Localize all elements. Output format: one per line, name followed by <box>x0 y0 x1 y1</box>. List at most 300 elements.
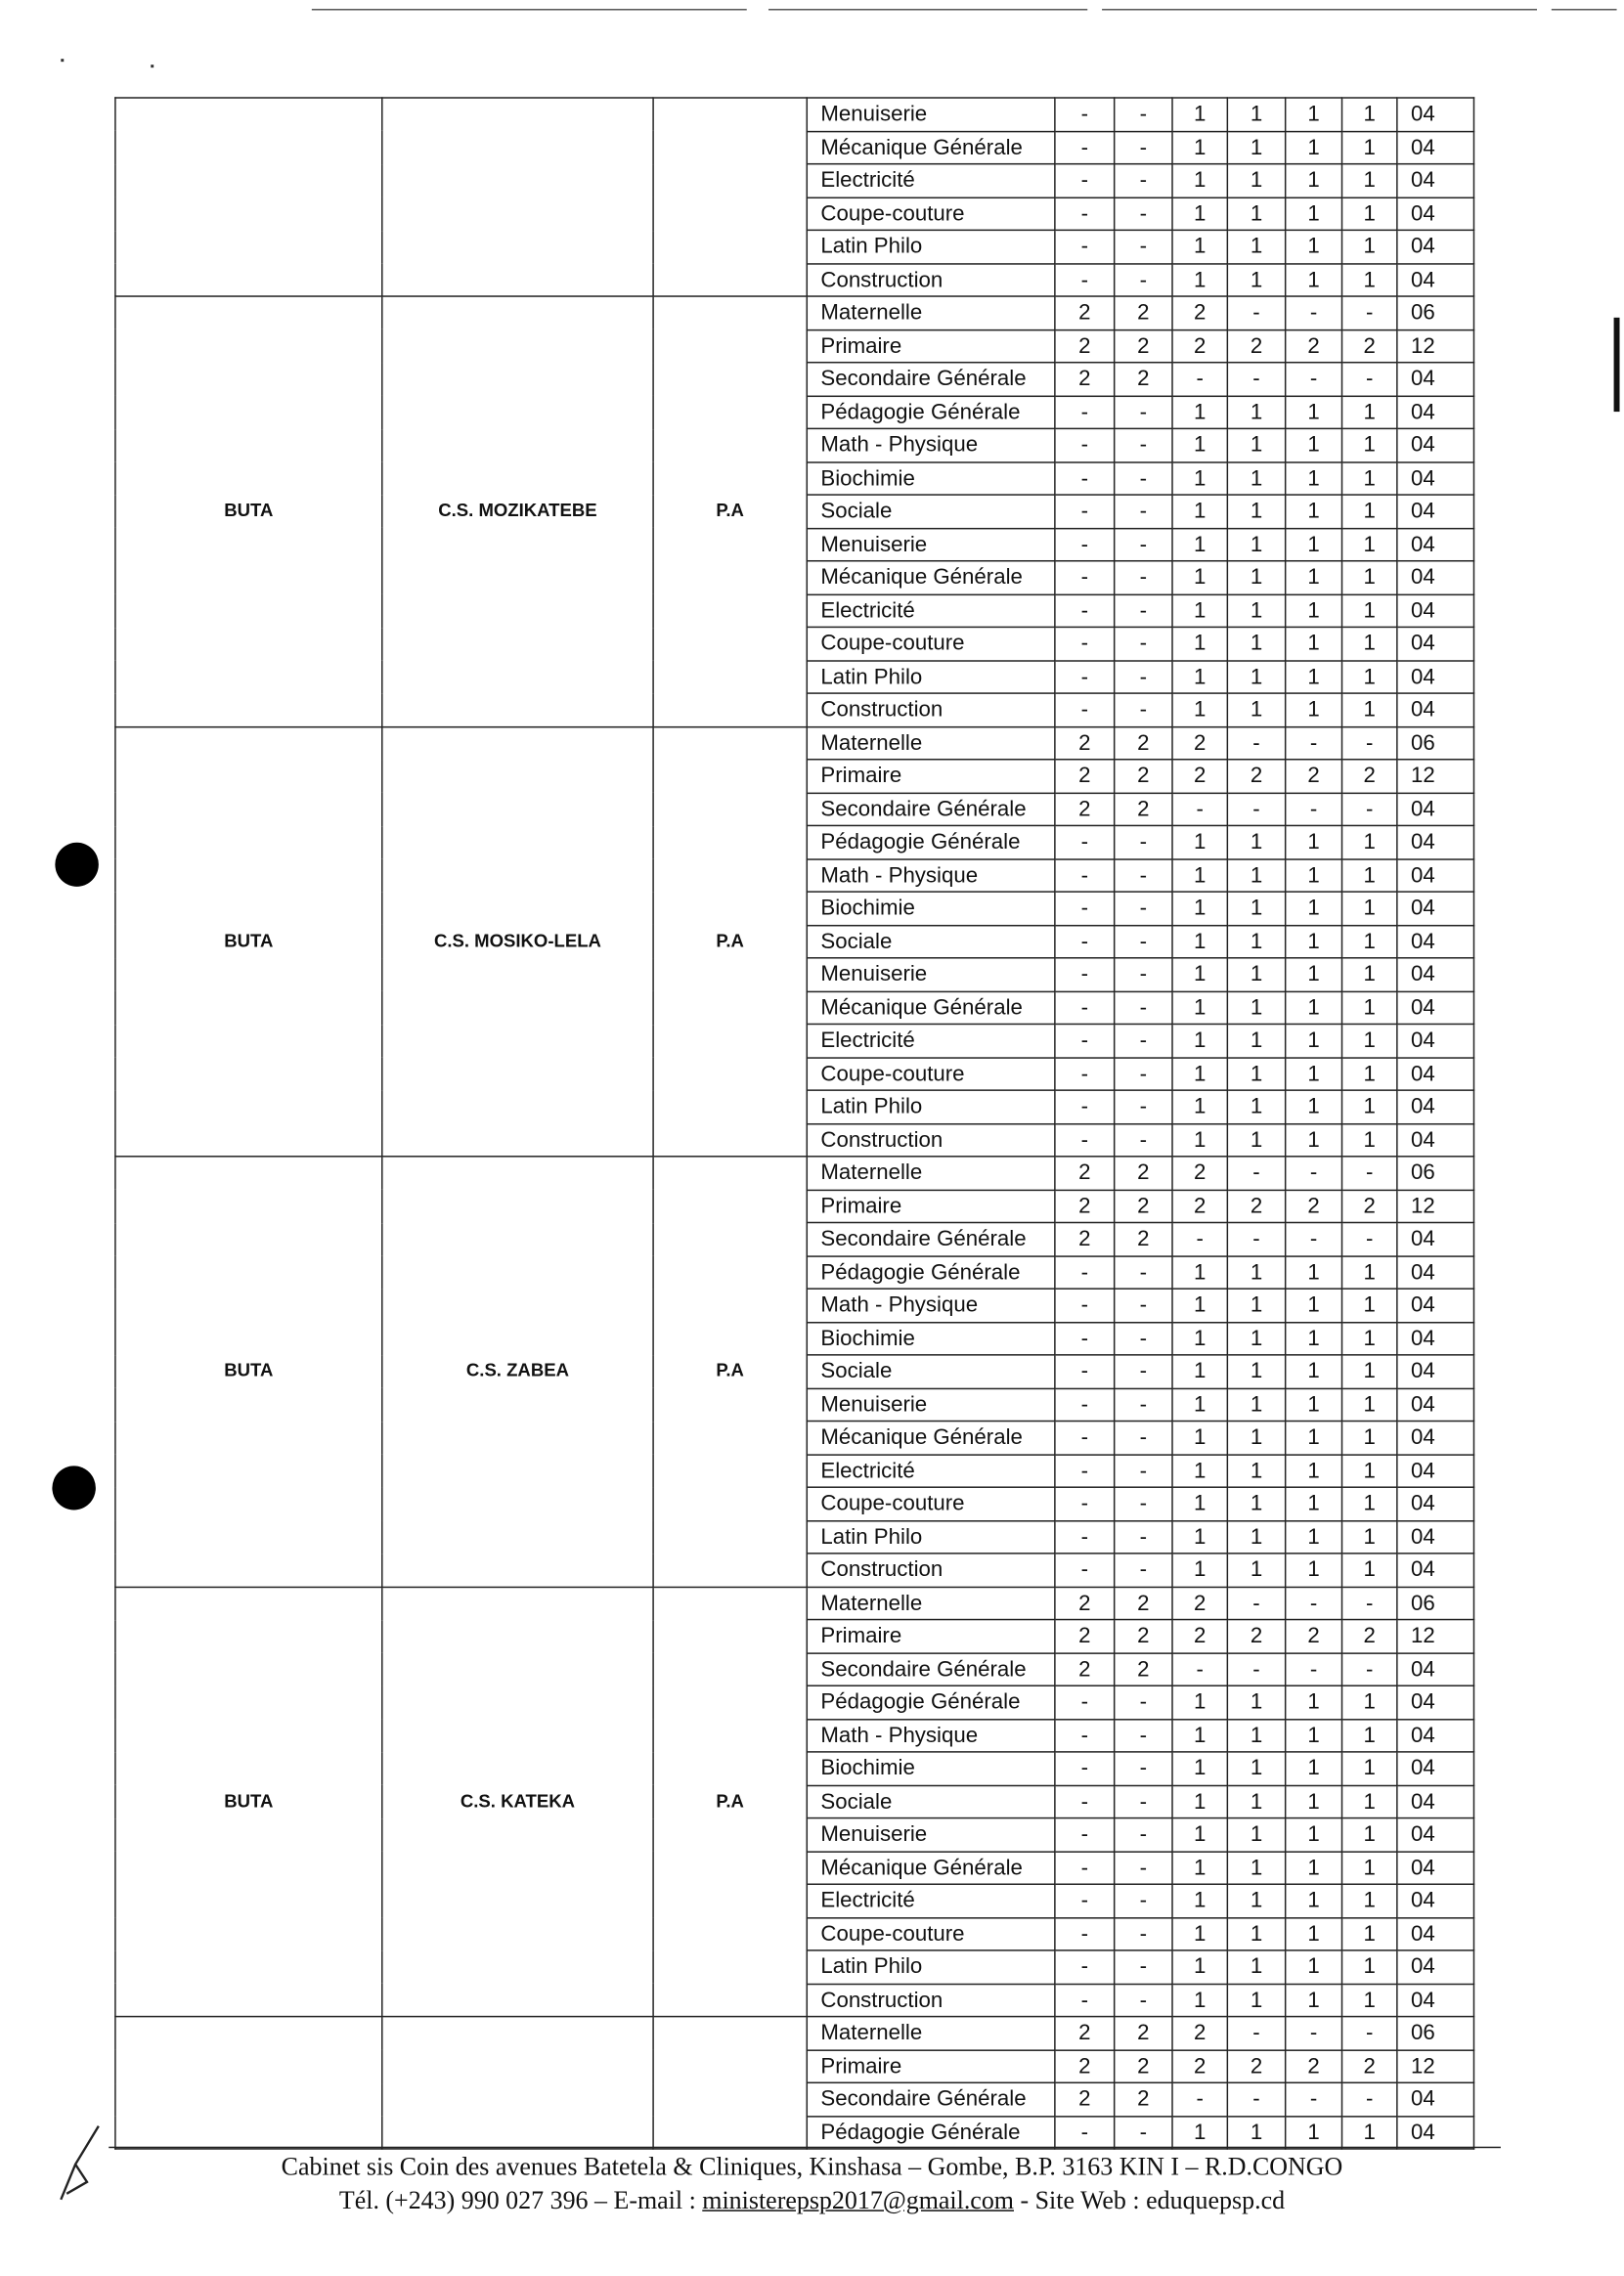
count-cell: 2 <box>1227 329 1285 363</box>
total-cell: 04 <box>1397 1487 1474 1520</box>
count-cell: 1 <box>1172 858 1227 892</box>
count-cell: - <box>1342 363 1397 396</box>
count-cell: 1 <box>1286 1851 1342 1884</box>
count-cell: 2 <box>1055 2049 1115 2082</box>
count-cell: 1 <box>1286 1487 1342 1520</box>
count-cell: 2 <box>1286 760 1342 793</box>
section-name-cell: Coupe-couture <box>807 627 1055 660</box>
table-row <box>115 296 1474 329</box>
count-cell: 2 <box>1115 2049 1172 2082</box>
count-cell: 1 <box>1286 1785 1342 1818</box>
count-cell: 1 <box>1172 396 1227 429</box>
total-cell: 04 <box>1397 1057 1474 1090</box>
count-cell: - <box>1342 1652 1397 1685</box>
count-cell: 1 <box>1342 131 1397 164</box>
city-cell <box>115 2017 382 2149</box>
count-cell: - <box>1055 1024 1115 1057</box>
count-cell: 1 <box>1342 1984 1397 2017</box>
count-cell: 1 <box>1172 991 1227 1025</box>
count-cell: 2 <box>1115 2017 1172 2050</box>
total-cell: 06 <box>1397 726 1474 760</box>
section-name-cell: Biochimie <box>807 1322 1055 1355</box>
total-cell: 04 <box>1397 925 1474 958</box>
section-name-cell: Biochimie <box>807 461 1055 495</box>
section-name-cell: Pédagogie Générale <box>807 396 1055 429</box>
count-cell: 1 <box>1227 131 1285 164</box>
school-cell: C.S. ZABEA <box>382 1157 653 1587</box>
count-cell: 1 <box>1172 1851 1227 1884</box>
count-cell: 1 <box>1342 1851 1397 1884</box>
count-cell: 1 <box>1342 1355 1397 1388</box>
count-cell: 1 <box>1286 1950 1342 1984</box>
count-cell: - <box>1115 131 1172 164</box>
total-cell: 04 <box>1397 1685 1474 1719</box>
section-name-cell: Pédagogie Générale <box>807 1685 1055 1719</box>
count-cell: - <box>1115 1554 1172 1587</box>
pen-mark-icon <box>55 2123 104 2203</box>
total-cell: 04 <box>1397 1024 1474 1057</box>
count-cell: 1 <box>1172 1024 1227 1057</box>
count-cell: 1 <box>1286 396 1342 429</box>
count-cell: 1 <box>1342 693 1397 726</box>
count-cell: 1 <box>1286 1422 1342 1455</box>
count-cell: - <box>1115 1355 1172 1388</box>
count-cell: 2 <box>1055 1222 1115 1255</box>
count-cell: 1 <box>1227 1851 1285 1884</box>
count-cell: - <box>1055 925 1115 958</box>
count-cell: 1 <box>1172 825 1227 858</box>
count-cell: 2 <box>1115 2082 1172 2116</box>
total-cell: 04 <box>1397 363 1474 396</box>
section-name-cell: Electricité <box>807 164 1055 197</box>
count-cell: 1 <box>1286 1090 1342 1123</box>
count-cell: 1 <box>1286 594 1342 628</box>
count-cell: - <box>1115 660 1172 693</box>
total-cell: 04 <box>1397 2116 1474 2149</box>
count-cell: 1 <box>1172 1123 1227 1157</box>
count-cell: 2 <box>1172 2049 1227 2082</box>
count-cell: 1 <box>1227 197 1285 231</box>
count-cell: 1 <box>1342 1950 1397 1984</box>
count-cell: 1 <box>1172 958 1227 991</box>
count-cell: 1 <box>1227 925 1285 958</box>
count-cell: - <box>1055 561 1115 594</box>
count-cell: 2 <box>1115 760 1172 793</box>
count-cell: - <box>1342 296 1397 329</box>
count-cell: 1 <box>1172 561 1227 594</box>
count-cell: 2 <box>1115 1620 1172 1653</box>
count-cell: 2 <box>1115 329 1172 363</box>
count-cell: 1 <box>1172 1454 1227 1487</box>
count-cell: 1 <box>1342 1289 1397 1322</box>
section-name-cell: Primaire <box>807 329 1055 363</box>
section-name-cell: Secondaire Générale <box>807 1222 1055 1255</box>
count-cell: 1 <box>1286 1520 1342 1554</box>
count-cell: 1 <box>1227 1422 1285 1455</box>
count-cell: 1 <box>1172 98 1227 131</box>
count-cell: - <box>1286 726 1342 760</box>
count-cell: - <box>1286 2017 1342 2050</box>
count-cell: - <box>1227 793 1285 826</box>
count-cell: - <box>1055 1818 1115 1852</box>
count-cell: - <box>1055 495 1115 528</box>
count-cell: 1 <box>1172 2116 1227 2149</box>
total-cell: 04 <box>1397 858 1474 892</box>
count-cell: - <box>1115 991 1172 1025</box>
count-cell: - <box>1115 98 1172 131</box>
count-cell: 2 <box>1115 1652 1172 1685</box>
count-cell: 1 <box>1286 1719 1342 1752</box>
count-cell: 1 <box>1286 1454 1342 1487</box>
count-cell: 1 <box>1342 1057 1397 1090</box>
count-cell: 1 <box>1342 825 1397 858</box>
count-cell: - <box>1115 230 1172 263</box>
count-cell: 1 <box>1172 495 1227 528</box>
section-name-cell: Mécanique Générale <box>807 561 1055 594</box>
count-cell: 2 <box>1227 1620 1285 1653</box>
count-cell: - <box>1115 164 1172 197</box>
count-cell: 1 <box>1286 958 1342 991</box>
count-cell: - <box>1342 793 1397 826</box>
count-cell: 1 <box>1172 660 1227 693</box>
count-cell: 1 <box>1227 2116 1285 2149</box>
count-cell: - <box>1055 1090 1115 1123</box>
count-cell: 1 <box>1342 1090 1397 1123</box>
city-cell: BUTA <box>115 726 382 1157</box>
count-cell: 1 <box>1342 1255 1397 1289</box>
city-cell: BUTA <box>115 1157 382 1587</box>
count-cell: 1 <box>1172 1785 1227 1818</box>
total-cell: 12 <box>1397 329 1474 363</box>
count-cell: 2 <box>1172 1190 1227 1223</box>
count-cell: 1 <box>1227 495 1285 528</box>
section-name-cell: Sociale <box>807 1355 1055 1388</box>
count-cell: 2 <box>1286 1620 1342 1653</box>
count-cell: 2 <box>1172 296 1227 329</box>
total-cell: 04 <box>1397 1355 1474 1388</box>
count-cell: 1 <box>1227 1255 1285 1289</box>
section-name-cell: Mécanique Générale <box>807 131 1055 164</box>
count-cell: 1 <box>1172 1984 1227 2017</box>
total-cell: 04 <box>1397 1917 1474 1950</box>
count-cell: - <box>1172 793 1227 826</box>
total-cell: 04 <box>1397 660 1474 693</box>
total-cell: 04 <box>1397 991 1474 1025</box>
count-cell: 1 <box>1227 660 1285 693</box>
total-cell: 04 <box>1397 396 1474 429</box>
count-cell: 1 <box>1342 2116 1397 2149</box>
count-cell: - <box>1055 428 1115 461</box>
section-name-cell: Secondaire Générale <box>807 793 1055 826</box>
count-cell: - <box>1115 197 1172 231</box>
total-cell: 04 <box>1397 428 1474 461</box>
count-cell: - <box>1055 1719 1115 1752</box>
count-cell: 2 <box>1286 329 1342 363</box>
school-cell <box>382 98 653 296</box>
count-cell: 1 <box>1227 1917 1285 1950</box>
count-cell: 1 <box>1227 1950 1285 1984</box>
count-cell: 1 <box>1342 594 1397 628</box>
scan-speck <box>61 59 64 62</box>
count-cell: 1 <box>1286 131 1342 164</box>
count-cell: - <box>1115 1950 1172 1984</box>
count-cell: 2 <box>1286 1190 1342 1223</box>
regime-cell <box>653 2017 807 2149</box>
section-name-cell: Coupe-couture <box>807 1057 1055 1090</box>
section-name-cell: Pédagogie Générale <box>807 1255 1055 1289</box>
count-cell: 1 <box>1227 1785 1285 1818</box>
count-cell: - <box>1115 396 1172 429</box>
school-cell: C.S. MOZIKATEBE <box>382 296 653 726</box>
count-cell: - <box>1055 461 1115 495</box>
count-cell: 1 <box>1172 1520 1227 1554</box>
section-name-cell: Construction <box>807 1554 1055 1587</box>
count-cell: - <box>1055 1388 1115 1422</box>
footer-phone: Tél. (+243) 990 027 396 – E-mail : <box>338 2184 703 2214</box>
count-cell: 2 <box>1342 1190 1397 1223</box>
count-cell: 1 <box>1227 627 1285 660</box>
count-cell: 1 <box>1342 263 1397 296</box>
section-name-cell: Biochimie <box>807 1752 1055 1785</box>
count-cell: 1 <box>1227 858 1285 892</box>
table-row <box>115 1587 1474 1620</box>
count-cell: - <box>1115 1851 1172 1884</box>
total-cell: 04 <box>1397 1554 1474 1587</box>
count-cell: 2 <box>1115 296 1172 329</box>
total-cell: 12 <box>1397 1190 1474 1223</box>
total-cell: 04 <box>1397 1289 1474 1322</box>
count-cell: 2 <box>1115 1222 1172 1255</box>
count-cell: 1 <box>1172 230 1227 263</box>
count-cell: 1 <box>1227 1520 1285 1554</box>
footer-contact <box>0 2185 1624 2216</box>
total-cell: 04 <box>1397 197 1474 231</box>
count-cell: 1 <box>1172 1554 1227 1587</box>
count-cell: 2 <box>1055 1652 1115 1685</box>
count-cell: - <box>1055 98 1115 131</box>
count-cell: - <box>1286 363 1342 396</box>
section-name-cell: Sociale <box>807 925 1055 958</box>
count-cell: 2 <box>1342 1620 1397 1653</box>
section-name-cell: Coupe-couture <box>807 1487 1055 1520</box>
count-cell: 1 <box>1342 1719 1397 1752</box>
regime-cell: P.A <box>653 1587 807 2017</box>
count-cell: 1 <box>1286 1752 1342 1785</box>
section-name-cell: Biochimie <box>807 892 1055 925</box>
count-cell: 1 <box>1227 1388 1285 1422</box>
count-cell: - <box>1115 1520 1172 1554</box>
count-cell: 1 <box>1342 858 1397 892</box>
section-name-cell: Math - Physique <box>807 1719 1055 1752</box>
total-cell: 04 <box>1397 627 1474 660</box>
total-cell: 04 <box>1397 1884 1474 1917</box>
count-cell: 1 <box>1227 958 1285 991</box>
count-cell: 1 <box>1227 230 1285 263</box>
count-cell: 1 <box>1342 561 1397 594</box>
section-name-cell: Latin Philo <box>807 1520 1055 1554</box>
count-cell: - <box>1055 627 1115 660</box>
count-cell: 2 <box>1055 1157 1115 1190</box>
count-cell: 1 <box>1286 693 1342 726</box>
total-cell: 04 <box>1397 1752 1474 1785</box>
count-cell: 1 <box>1286 1289 1342 1322</box>
total-cell: 04 <box>1397 1123 1474 1157</box>
section-name-cell: Math - Physique <box>807 858 1055 892</box>
total-cell: 04 <box>1397 793 1474 826</box>
city-cell: BUTA <box>115 1587 382 2017</box>
count-cell: 1 <box>1342 991 1397 1025</box>
count-cell: 2 <box>1115 1157 1172 1190</box>
count-cell: - <box>1342 1222 1397 1255</box>
section-name-cell: Mécanique Générale <box>807 991 1055 1025</box>
count-cell: 1 <box>1227 1487 1285 1520</box>
punch-hole <box>52 1466 95 1510</box>
count-cell: - <box>1115 1090 1172 1123</box>
count-cell: 1 <box>1286 1917 1342 1950</box>
count-cell: 1 <box>1286 1255 1342 1289</box>
count-cell: 2 <box>1227 760 1285 793</box>
count-cell: 1 <box>1227 1322 1285 1355</box>
count-cell: 2 <box>1172 1620 1227 1653</box>
count-cell: 1 <box>1342 627 1397 660</box>
count-cell: 2 <box>1055 363 1115 396</box>
count-cell: 1 <box>1172 1289 1227 1322</box>
section-name-cell: Sociale <box>807 495 1055 528</box>
count-cell: 1 <box>1286 230 1342 263</box>
count-cell: - <box>1055 230 1115 263</box>
section-name-cell: Menuiserie <box>807 98 1055 131</box>
total-cell: 04 <box>1397 1255 1474 1289</box>
table-body <box>115 98 1474 2149</box>
section-name-cell: Secondaire Générale <box>807 2082 1055 2116</box>
section-name-cell: Maternelle <box>807 296 1055 329</box>
count-cell: 2 <box>1055 1190 1115 1223</box>
count-cell: - <box>1286 793 1342 826</box>
count-cell: - <box>1055 1422 1115 1455</box>
count-cell: 1 <box>1342 495 1397 528</box>
count-cell: 1 <box>1342 958 1397 991</box>
count-cell: 1 <box>1227 1024 1285 1057</box>
count-cell: 1 <box>1227 1123 1285 1157</box>
total-cell: 04 <box>1397 230 1474 263</box>
count-cell: 2 <box>1172 2017 1227 2050</box>
count-cell: - <box>1055 1454 1115 1487</box>
school-cell: C.S. MOSIKO-LELA <box>382 726 653 1157</box>
footer-email-link[interactable]: ministerepsp2017@gmail.com <box>702 2184 1014 2214</box>
section-name-cell: Construction <box>807 263 1055 296</box>
count-cell: 1 <box>1342 1024 1397 1057</box>
school-cell <box>382 2017 653 2149</box>
count-cell: 1 <box>1227 1884 1285 1917</box>
section-name-cell: Latin Philo <box>807 230 1055 263</box>
count-cell: 1 <box>1227 892 1285 925</box>
count-cell: - <box>1115 825 1172 858</box>
total-cell: 04 <box>1397 528 1474 561</box>
count-cell: - <box>1115 594 1172 628</box>
section-name-cell: Construction <box>807 1984 1055 2017</box>
count-cell: - <box>1115 2116 1172 2149</box>
total-cell: 04 <box>1397 1422 1474 1455</box>
total-cell: 04 <box>1397 958 1474 991</box>
count-cell: - <box>1115 1024 1172 1057</box>
count-cell: - <box>1115 263 1172 296</box>
section-name-cell: Primaire <box>807 2049 1055 2082</box>
count-cell: 1 <box>1227 98 1285 131</box>
count-cell: 1 <box>1342 98 1397 131</box>
count-cell: 1 <box>1286 858 1342 892</box>
section-name-cell: Latin Philo <box>807 1950 1055 1984</box>
total-cell: 04 <box>1397 693 1474 726</box>
count-cell: 1 <box>1227 1355 1285 1388</box>
count-cell: 1 <box>1286 1355 1342 1388</box>
count-cell: 1 <box>1227 1554 1285 1587</box>
count-cell: 2 <box>1055 2017 1115 2050</box>
count-cell: - <box>1115 1785 1172 1818</box>
count-cell: 1 <box>1227 396 1285 429</box>
school-cell: C.S. KATEKA <box>382 1587 653 2017</box>
count-cell: 1 <box>1342 164 1397 197</box>
count-cell: 1 <box>1342 230 1397 263</box>
count-cell: 2 <box>1055 2082 1115 2116</box>
count-cell: 1 <box>1172 1388 1227 1422</box>
count-cell: - <box>1227 1157 1285 1190</box>
count-cell: - <box>1055 2116 1115 2149</box>
footer-rule <box>109 2147 1501 2149</box>
section-name-cell: Primaire <box>807 1190 1055 1223</box>
count-cell: 1 <box>1172 1422 1227 1455</box>
count-cell: - <box>1115 1884 1172 1917</box>
total-cell: 04 <box>1397 892 1474 925</box>
count-cell: 1 <box>1227 1984 1285 2017</box>
count-cell: - <box>1286 1652 1342 1685</box>
count-cell: - <box>1286 1222 1342 1255</box>
count-cell: - <box>1055 825 1115 858</box>
count-cell: 1 <box>1172 428 1227 461</box>
count-cell: 1 <box>1172 197 1227 231</box>
count-cell: - <box>1342 2017 1397 2050</box>
count-cell: 1 <box>1342 925 1397 958</box>
count-cell: 1 <box>1342 528 1397 561</box>
count-cell: - <box>1055 660 1115 693</box>
scan-artifact-line <box>768 9 1087 11</box>
count-cell: - <box>1342 2082 1397 2116</box>
count-cell: 2 <box>1055 760 1115 793</box>
count-cell: 1 <box>1286 1884 1342 1917</box>
total-cell: 04 <box>1397 164 1474 197</box>
count-cell: 1 <box>1286 428 1342 461</box>
section-name-cell: Electricité <box>807 1454 1055 1487</box>
total-cell: 04 <box>1397 1222 1474 1255</box>
count-cell: - <box>1055 197 1115 231</box>
count-cell: 1 <box>1227 561 1285 594</box>
count-cell: 2 <box>1227 2049 1285 2082</box>
count-cell: 1 <box>1172 1685 1227 1719</box>
count-cell: - <box>1227 726 1285 760</box>
total-cell: 04 <box>1397 1851 1474 1884</box>
count-cell: 1 <box>1172 1950 1227 1984</box>
count-cell: - <box>1227 363 1285 396</box>
section-name-cell: Secondaire Générale <box>807 363 1055 396</box>
count-cell: 1 <box>1342 1487 1397 1520</box>
count-cell: 1 <box>1286 164 1342 197</box>
count-cell: 1 <box>1227 991 1285 1025</box>
count-cell: 2 <box>1342 329 1397 363</box>
count-cell: - <box>1055 958 1115 991</box>
count-cell: 1 <box>1286 461 1342 495</box>
count-cell: - <box>1286 1587 1342 1620</box>
count-cell: 1 <box>1172 263 1227 296</box>
count-cell: 1 <box>1286 2116 1342 2149</box>
